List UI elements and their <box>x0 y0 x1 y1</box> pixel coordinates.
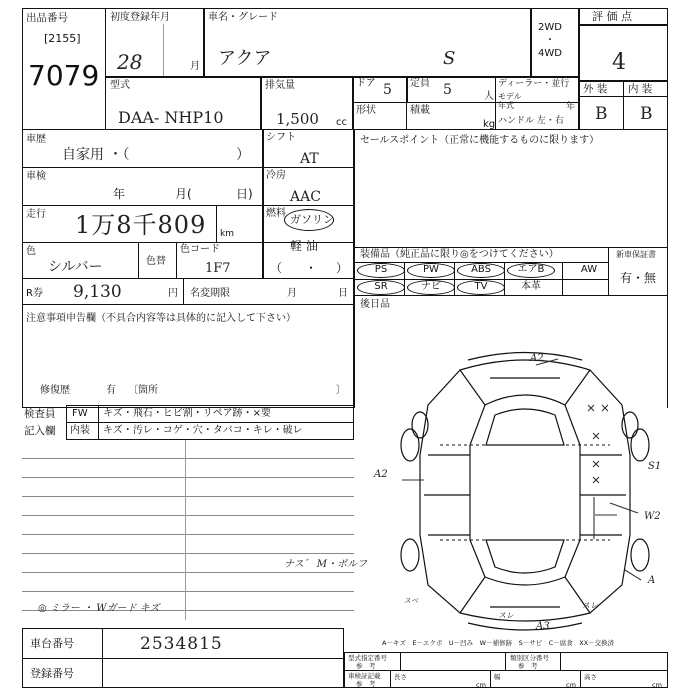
inspector-label-1: 検査員 <box>24 408 56 420</box>
divider <box>262 130 264 278</box>
handwritten-line-2: ◎ ミラー ・ Wガード キズ <box>38 603 160 614</box>
drive-4wd: 4WD <box>538 48 562 59</box>
lot-number: 7079 <box>28 59 100 92</box>
name-grade-label: 車名・グレード <box>208 12 278 23</box>
history-label: 車歴 <box>26 134 46 145</box>
name-change-month: 月 <box>287 288 297 299</box>
memo-divider <box>185 440 186 620</box>
kg-unit: kg <box>483 119 496 130</box>
mark-top: A2 <box>530 353 544 364</box>
repair-has: 有 <box>106 385 116 396</box>
chassis-value: 2534815 <box>140 634 223 654</box>
inspector-label-2: 記入欄 <box>24 425 56 437</box>
height-label: 高さ <box>584 673 597 681</box>
memo-line <box>22 496 354 497</box>
type-cert-ref: 参 考 <box>356 662 376 670</box>
interior-value: B <box>640 104 653 124</box>
equipment-circle <box>457 280 505 295</box>
handwritten-line-1: ナス゛ M・ポルフ <box>284 559 368 570</box>
model-year-label <box>498 93 522 111</box>
doors-label: ドア <box>356 78 376 89</box>
divider <box>390 670 391 688</box>
equipment-circle <box>407 280 455 295</box>
equipment-circle <box>407 263 455 278</box>
seats-unit: 人 <box>484 91 494 102</box>
shaken-year: 年 <box>113 187 126 201</box>
dotted-divider <box>163 24 164 76</box>
divider <box>98 405 99 440</box>
exterior-label: 外 装 <box>583 83 608 95</box>
displacement-value: 1,500 <box>276 110 319 128</box>
divider <box>344 670 668 671</box>
repair-place: 〔箇所 <box>128 385 158 396</box>
grade-value: S <box>443 48 456 69</box>
equipment-item: 本革 <box>521 281 541 292</box>
equipment-divider <box>562 262 563 296</box>
length-cm: cm <box>476 681 486 689</box>
divider <box>22 278 354 279</box>
length-label: 長さ <box>394 673 407 681</box>
equipment-item: AW <box>580 264 598 275</box>
divider <box>22 304 354 305</box>
memo-line <box>22 477 354 478</box>
color-code-label: 色コード <box>180 244 220 255</box>
fuel-alt: 軽 油 <box>290 239 318 253</box>
shaken-day: 日) <box>236 187 253 201</box>
mileage-unit: km <box>220 229 234 239</box>
color-value: シルバー <box>48 259 103 275</box>
color-code-value: 1F7 <box>205 261 231 276</box>
sales-point-box <box>354 130 668 248</box>
mark-bottom-a: A <box>648 575 656 586</box>
model-value: DAA- NHP10 <box>118 108 224 127</box>
lot-label: 出品番号 <box>26 12 68 24</box>
divider <box>560 652 561 670</box>
shape-label: 形状 <box>356 105 376 116</box>
divider <box>352 76 354 130</box>
seats-value: 5 <box>443 82 452 98</box>
equipment-item: ナビ <box>421 281 441 292</box>
car-name: アクア <box>218 48 272 69</box>
divider <box>505 652 506 670</box>
load-label: 積載 <box>410 105 430 116</box>
divider <box>490 670 491 688</box>
divider <box>352 102 578 103</box>
shaken-label: 車検 <box>26 171 46 182</box>
equipment-circle <box>357 263 405 278</box>
fuel-paren-close: ） <box>336 261 349 275</box>
handle-label: ハンドル 左・右 <box>498 116 564 126</box>
r-ken-unit: 円 <box>168 288 178 299</box>
divider <box>400 652 401 670</box>
dealer-label: ディーラー・並行 <box>498 79 570 89</box>
divider <box>578 24 668 26</box>
exterior-value: B <box>595 104 608 124</box>
score-value: 4 <box>612 50 626 75</box>
inspection-cert: 車検証記載 <box>348 672 381 680</box>
repair-label: 修復歴 <box>40 385 70 396</box>
equipment-label: 装備品（純正品に限り◎をつけてください） <box>360 249 559 260</box>
divider <box>176 242 177 278</box>
fw-text: キズ・飛石・ヒビ割・リペア跡・×要 <box>103 408 271 419</box>
fuel-label: 燃料 <box>266 208 286 219</box>
score-label: 評 価 点 <box>592 10 632 23</box>
memo-line <box>22 553 354 554</box>
equipment-item: PS <box>374 264 388 275</box>
cooler-value: AAC <box>290 189 321 205</box>
divider <box>623 80 624 130</box>
registration-label: 登録番号 <box>30 667 74 680</box>
mark-bottom-right: スレ <box>582 601 598 610</box>
history-value: 自家用 ・（ <box>62 147 130 163</box>
year-unit: 年 <box>566 102 576 112</box>
memo-line <box>22 572 354 573</box>
equipment-circle <box>457 263 505 278</box>
reg-year-value: 28 <box>117 50 143 74</box>
height-cm: cm <box>652 681 662 689</box>
history-close: ） <box>236 147 250 163</box>
divider <box>495 76 496 130</box>
equipment-divider <box>404 262 405 296</box>
mark-right-w2: W2 <box>644 511 661 522</box>
inspection-ref: 参 考 <box>356 680 376 688</box>
month-unit: 月 <box>190 61 200 72</box>
class-label: 類別区分番号 <box>510 654 549 662</box>
r-ken-label: R券 <box>26 288 43 299</box>
equipment-item: SR <box>374 281 388 292</box>
drive-dot: ・ <box>545 35 555 46</box>
width-label: 幅 <box>494 673 501 681</box>
equipment-item: ABS <box>471 264 491 275</box>
divider <box>138 242 139 278</box>
model-year-label-text: モデル 年式 <box>498 92 522 110</box>
car-diagram <box>390 345 660 635</box>
mark-bottom-left: スベ <box>404 597 418 605</box>
memo-line <box>22 458 354 459</box>
r-ken-value: 9,130 <box>73 282 122 302</box>
equipment-item: TV <box>474 281 488 292</box>
shift-value: AT <box>300 151 319 167</box>
color-label: 色 <box>26 246 36 257</box>
lot-sub: [2155] <box>44 32 81 45</box>
divider <box>406 102 407 130</box>
mark-left: A2 <box>374 469 388 480</box>
damage-legend: A－キズ E－エクボ U－凹み W－補修跡 S－サビ C－腐食 XX－交換済 <box>382 639 615 647</box>
equipment-divider <box>504 262 505 296</box>
cooler-label: 冷房 <box>266 170 286 181</box>
mileage-value: 1万8千809 <box>75 211 207 239</box>
divider <box>22 167 354 168</box>
divider <box>530 8 532 77</box>
divider <box>406 76 408 102</box>
equipment-item: エアB <box>517 264 545 275</box>
cc-unit: cc <box>336 117 347 128</box>
divider <box>66 422 354 423</box>
row-divider <box>106 76 578 78</box>
equipment-circle <box>507 263 555 278</box>
mark-bottom-a3: A3 <box>536 621 550 632</box>
divider <box>580 670 581 688</box>
divider <box>183 278 184 304</box>
name-change-label: 名変期限 <box>190 288 230 299</box>
mileage-label: 走行 <box>26 209 46 220</box>
fw-label: FW <box>72 408 88 419</box>
interior-label: 内 装 <box>628 83 653 95</box>
seats-label: 定員 <box>410 78 430 89</box>
sales-point-label: セールスポイント（正常に機能するものに限ります） <box>360 135 600 146</box>
divider <box>22 205 354 206</box>
model-label: 型式 <box>110 80 130 91</box>
shaken-month: 月( <box>175 187 192 201</box>
equipment-divider <box>454 262 455 296</box>
chassis-label: 車台番号 <box>30 637 74 650</box>
type-cert-label: 型式指定番号 <box>348 654 387 662</box>
fuel-value: ガソリン <box>290 213 334 226</box>
naisou-label: 内装 <box>70 425 90 436</box>
equipment-circle <box>357 280 405 295</box>
rear-label: 後日品 <box>360 299 390 310</box>
memo-line <box>22 515 354 516</box>
mark-bottom-mid: スレ <box>498 611 514 620</box>
mark-right-s1: S1 <box>648 461 662 472</box>
name-change-day: 日 <box>338 288 348 299</box>
warranty-label: 新車保証書 <box>616 250 656 259</box>
equipment-item: PW <box>423 264 439 275</box>
repair-close: 〕 <box>336 385 346 396</box>
reg-year-label: 初度登録年月 <box>110 12 170 23</box>
doors-value: 5 <box>383 82 392 98</box>
shift-label: シフト <box>266 132 296 143</box>
drive-2wd: 2WD <box>538 22 562 33</box>
paint-change-label: 色替 <box>146 256 166 267</box>
naisou-text: キズ・汚レ・コゲ・穴・タバコ・キレ・破レ <box>103 425 303 436</box>
warranty-value: 有・無 <box>620 271 657 285</box>
divider <box>216 205 217 242</box>
memo-line <box>22 534 354 535</box>
width-cm: cm <box>566 681 576 689</box>
class-ref: 参 考 <box>518 662 538 670</box>
displacement-label: 排気量 <box>265 80 295 91</box>
notes-label: 注意事項申告欄（不具合内容等は具体的に記入して下さい） <box>26 313 296 324</box>
divider <box>22 658 344 659</box>
divider <box>260 76 262 130</box>
fuel-paren-open: （ <box>270 261 283 275</box>
divider <box>578 8 580 130</box>
fuel-dot: ・ <box>305 261 318 275</box>
divider <box>203 8 205 77</box>
memo-line <box>22 591 354 592</box>
